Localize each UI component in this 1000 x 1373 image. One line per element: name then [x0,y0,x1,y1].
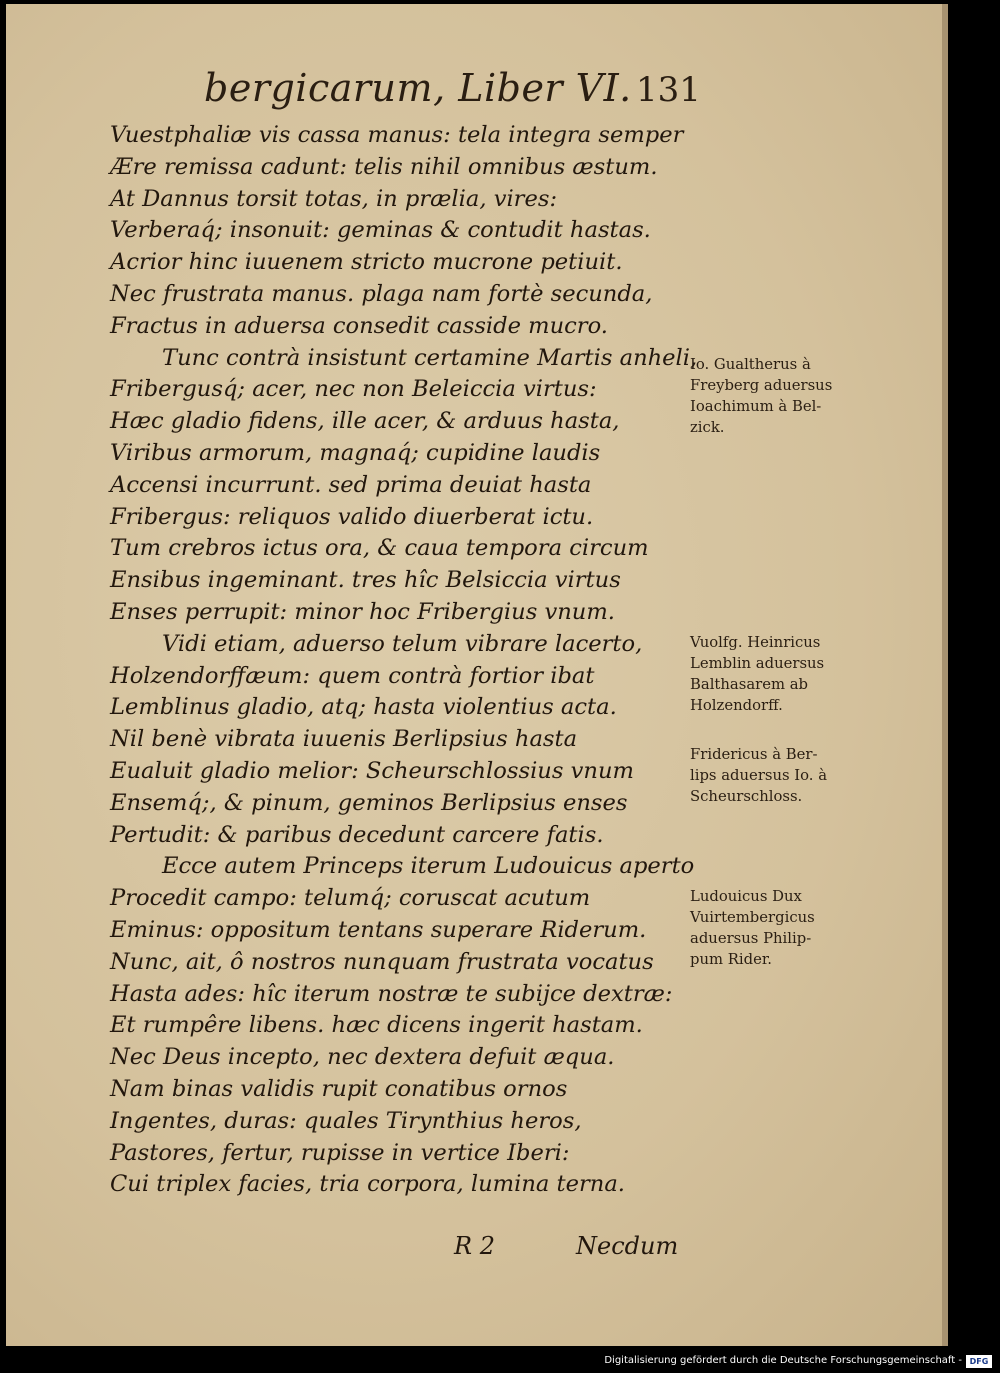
verse-line: Hæc gladio fidens, ille acer, & arduus hasta, [110,408,620,435]
book-page [6,4,948,1346]
catchword-line [454,1232,694,1260]
note-line: Lemblin aduersus [690,655,825,672]
verse-line: Hasta ades: hîc iterum nostræ te subijce dextræ: [110,980,673,1007]
note-line: Ioachimum à Bel- [690,398,822,415]
verse-line: Et rumpêre libens. hæc dicens ingerit hastam. [110,1012,643,1039]
verse-line: Nec frustrata manus. plaga nam fortè secunda, [110,280,653,307]
funding-credit: Digitalisierung gefördert durch die Deutsche Forschungsgemeinschaft - [604,1355,962,1366]
note-line: Vuirtembergicus [690,909,815,926]
verse-line: Holzendorffæum: quem contrà fortior ibat [110,662,595,689]
verse-line: Fribergusq́; acer, nec non Beleiccia virtus: [110,376,597,403]
marginal-note-lemblin [690,632,940,716]
verse-line: Vuestphaliæ vis cassa manus: tela integra semper [110,122,684,148]
note-line: lips aduersus Io. à [690,767,828,784]
marginal-note-ludouicus [690,886,940,970]
note-line: Balthasarem ab [690,676,808,693]
verse-line: Vidi etiam, aduerso telum vibrare lacerto, [162,630,643,657]
verse-line: Ingentes, duras: quales Tirynthius heros, [110,1107,582,1134]
dfg-logo-icon: DFG [966,1355,992,1368]
note-line: Io. Gualtherus à [690,356,811,373]
verse-line: Eminus: oppositum tentans superare Riderum. [110,916,647,943]
verse-line: Accensi incurrunt. sed prima deuiat hasta [110,471,592,498]
verse-line: Tum crebros ictus ora, & caua tempora circum [110,535,649,562]
note-line: Ludouicus Dux [690,888,802,905]
verse-line: Nunc, ait, ô nostros nunquam frustrata vocatus [110,948,654,975]
verse-line: Fractus in aduersa consedit casside mucro. [110,312,608,339]
verse-line: Ecce autem Princeps iterum Ludouicus aperto [162,853,695,880]
verse-line: Ære remissa cadunt: telis nihil omnibus æstum. [110,153,658,180]
verse-line: Verberaq́; insonuit: geminas & contudit hastas. [110,217,651,244]
verse-line: Procedit campo: telumq́; coruscat acutum [110,885,591,912]
note-line: Freyberg aduersus [690,377,833,394]
marginal-note-berlips [690,744,940,807]
verse-line: Enses perrupit: minor hoc Fribergius vnum. [110,598,615,625]
note-line: Scheurschloss. [690,788,803,805]
verse-line: Viribus armorum, magnaq́; cupidine laudis [110,439,601,466]
verse-line: Fribergus: reliquos valido diuerberat ictu. [110,503,594,530]
catchword: Necdum [576,1232,679,1260]
verse-line: Tunc contrà insistunt certamine Martis anheli, [162,344,698,371]
verse-line: Acrior hinc iuuenem stricto mucrone petiuit. [110,249,623,276]
verse-line: Nam binas validis rupit conatibus ornos [110,1075,568,1102]
note-line: Vuolfg. Heinricus [690,634,821,651]
verse-line: Pastores, fertur, rupisse in vertice Iberi: [110,1139,570,1166]
verse-line: Eualuit gladio melior: Scheurschlossius vnum [110,757,634,784]
footer-bar [0,1352,1000,1373]
verse-line: Ensemq́;, & pinum, geminos Berlipsius enses [110,789,628,816]
note-line: Fridericus à Ber- [690,746,818,763]
verse-line: Lemblinus gladio, atq; hasta violentius acta. [110,694,617,721]
signature-mark: R 2 [454,1232,495,1260]
verse-line: Pertudit: & paribus decedunt carcere fatis. [110,821,604,848]
note-line: pum Rider. [690,951,772,968]
running-head: bergicarum, Liber VI. [204,66,632,110]
verse-line: Nil benè vibrata iuuenis Berlipsius hasta [110,726,578,753]
verse-line: Nec Deus incepto, nec dextera defuit æqua. [110,1044,615,1071]
verse-line: At Dannus torsit totas, in prælia, vires: [110,185,558,212]
verse-line: Ensibus ingeminant. tres hîc Belsiccia virtus [110,567,621,594]
marginal-note-freyberg [690,354,940,438]
page-number: 131 [636,70,701,110]
note-line: Holzendorff. [690,697,783,714]
note-line: zick. [690,419,725,436]
verse-text [110,120,698,1201]
verse-line: Cui triplex facies, tria corpora, lumina terna. [110,1171,625,1198]
note-line: aduersus Philip- [690,930,812,947]
